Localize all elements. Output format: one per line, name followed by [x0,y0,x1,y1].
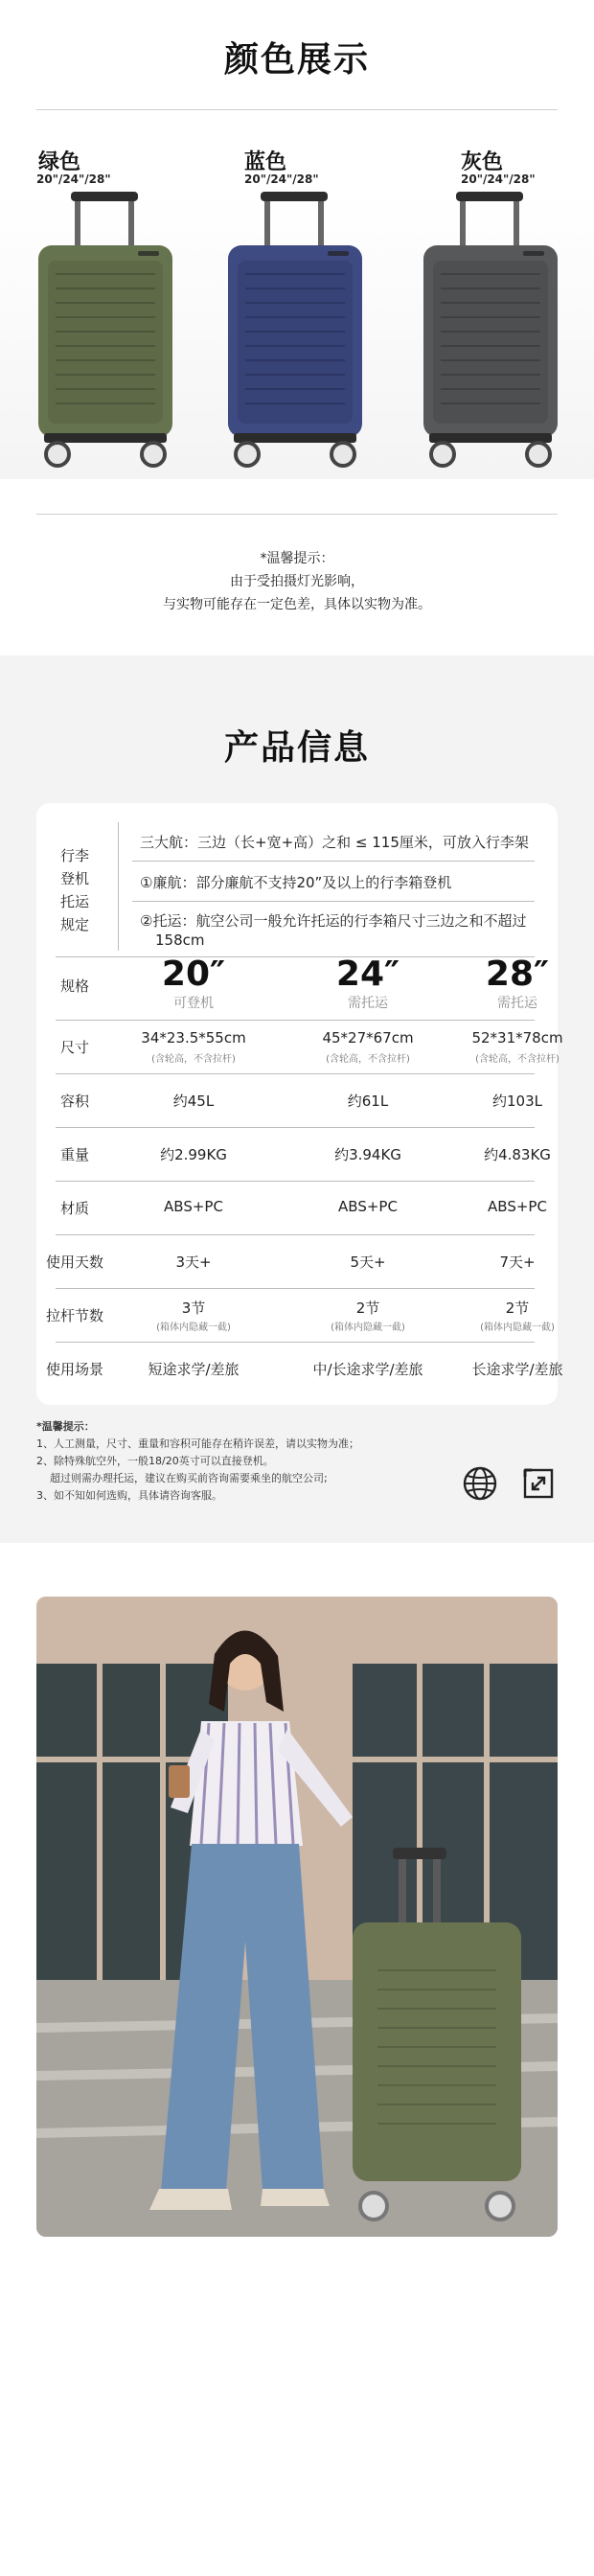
spec-cell: 7天+ [499,1254,536,1271]
rule-line-3: ②托运：航空公司一般允许托运的行李箱尺寸三边之和不超过 [140,912,527,930]
spec-cell-note: (箱体内隐藏一截) [331,1322,405,1333]
size-20: 20″ [161,954,226,994]
spec-cell: 约4.83KG [484,1146,551,1163]
spec-cell: 约3.94KG [334,1146,401,1163]
color-note-title: *温馨提示： [260,551,334,566]
spec-row-divider [56,1073,535,1074]
spec-row-label: 使用天数 [45,1254,103,1271]
size-24: 24″ [335,954,400,994]
spec-cell: 2节 [355,1300,380,1317]
rules-label-2: 登机 [59,870,89,887]
rule-line-1: 三大航：三边（长+宽+高）之和 ≤ 115厘米，可放入行李架 [140,834,529,851]
note-divider [36,514,558,515]
rule-line-2: ①廉航：部分廉航不支持20”及以上的行李箱登机 [140,874,452,891]
spec-row-divider [56,1342,535,1343]
spec-cell: 约61L [347,1092,389,1110]
spec-row-divider [56,1181,535,1182]
spec-cell-note: (含轮高，不含拉杆) [326,1054,410,1065]
spec-cell: 短途求学/差旅 [148,1361,240,1378]
colors-section [0,0,594,652]
rule-hline-2 [132,901,535,902]
spec-cell: 3天+ [175,1254,212,1271]
spec-cell: 约103L [492,1092,542,1110]
spec-cell: 3节 [181,1300,206,1317]
resize-icon [519,1464,558,1503]
spec-row-label: 重量 [59,1146,89,1163]
spec-cell: 34*23.5*55cm [141,1029,246,1046]
spec-cell: 5天+ [350,1254,386,1271]
lifestyle-illustration [36,1597,558,2237]
color-note-line-1: 由于受拍摄灯光影响， [230,574,364,589]
colors-divider [36,109,558,110]
spec-row-divider [56,1288,535,1289]
color-note-line-2: 与实物可能存在一定色差，具体以实物为准。 [163,597,431,612]
color-label-green: 绿色 [38,150,81,174]
spec-cell: 约2.99KG [160,1146,227,1163]
spec-cell: 中/长途求学/差旅 [312,1361,423,1378]
footnote-line-4: 3、如不知如何选购，具体请咨询客服。 [36,1489,222,1502]
spec-row-label: 尺寸 [59,1039,89,1056]
spec-label: 规格 [59,978,89,995]
footnote-line-1: 1、人工测量，尺寸、重量和容积可能存在稍许误差，请以实物为准； [36,1438,359,1450]
spec-cell-note: (含轮高，不含拉杆) [151,1054,236,1065]
spec-row-divider [56,1020,535,1021]
size-label-green: 20"/24"/28" [36,172,111,186]
rule-line-4: 158cm [155,932,205,949]
rules-vline [118,822,119,951]
spec-row-divider [56,1234,535,1235]
spec-row-label: 材质 [59,1200,89,1217]
product-info-section [0,656,594,1543]
spec-cell: ABS+PC [338,1198,398,1215]
rules-label-1: 行李 [59,847,89,864]
colors-title: 颜色展示 [223,40,370,80]
footnote-line-3: 超过则需办理托运，建议在购买前咨询需要乘坐的航空公司; [50,1472,328,1484]
spec-cell: 2节 [505,1300,530,1317]
spec-cell: 52*31*78cm [471,1029,563,1046]
spec-row-label: 容积 [59,1092,89,1110]
rule-hline-1 [132,861,535,862]
spec-cell-note: (箱体内隐藏一截) [480,1322,555,1333]
size-28: 28″ [485,954,550,994]
spec-card [36,803,563,1405]
suitcase-green [38,192,172,466]
size-label-blue: 20"/24"/28" [244,172,319,186]
info-title: 产品信息 [223,728,370,768]
color-label-blue: 蓝色 [244,150,287,174]
lifestyle-photo [36,1597,558,2237]
spec-cell: ABS+PC [164,1198,223,1215]
size-label-gray: 20"/24"/28" [461,172,536,186]
spec-row-label: 使用场景 [45,1361,103,1378]
spec-cell: 约45L [172,1092,215,1110]
rules-label-4: 规定 [59,916,89,933]
size-20-note: 可登机 [173,996,214,1011]
color-label-gray: 灰色 [461,150,504,174]
suitcase-images [0,192,594,479]
suitcase-blue [228,192,362,466]
size-28-note: 需托运 [497,996,537,1011]
spec-cell-note: (含轮高，不含拉杆) [475,1054,560,1065]
size-24-note: 需托运 [348,996,388,1011]
footnote-line-2: 2、除特殊航空外，一般18/20英寸可以直接登机。 [36,1455,274,1467]
photo-suitcase [353,1922,521,2181]
globe-icon [461,1464,499,1503]
suitcase-gray [423,192,558,466]
spec-cell: 长途求学/差旅 [471,1361,563,1378]
spec-cell-note: (箱体内隐藏一截) [156,1322,231,1333]
spec-cell: ABS+PC [488,1198,547,1215]
suitcase-stage [0,192,594,479]
spec-row-divider [56,1127,535,1128]
footnote-title: *温馨提示： [36,1420,95,1433]
spec-row-label: 拉杆节数 [45,1307,103,1324]
spec-cell: 45*27*67cm [322,1029,414,1046]
rules-label-3: 托运 [59,893,89,910]
